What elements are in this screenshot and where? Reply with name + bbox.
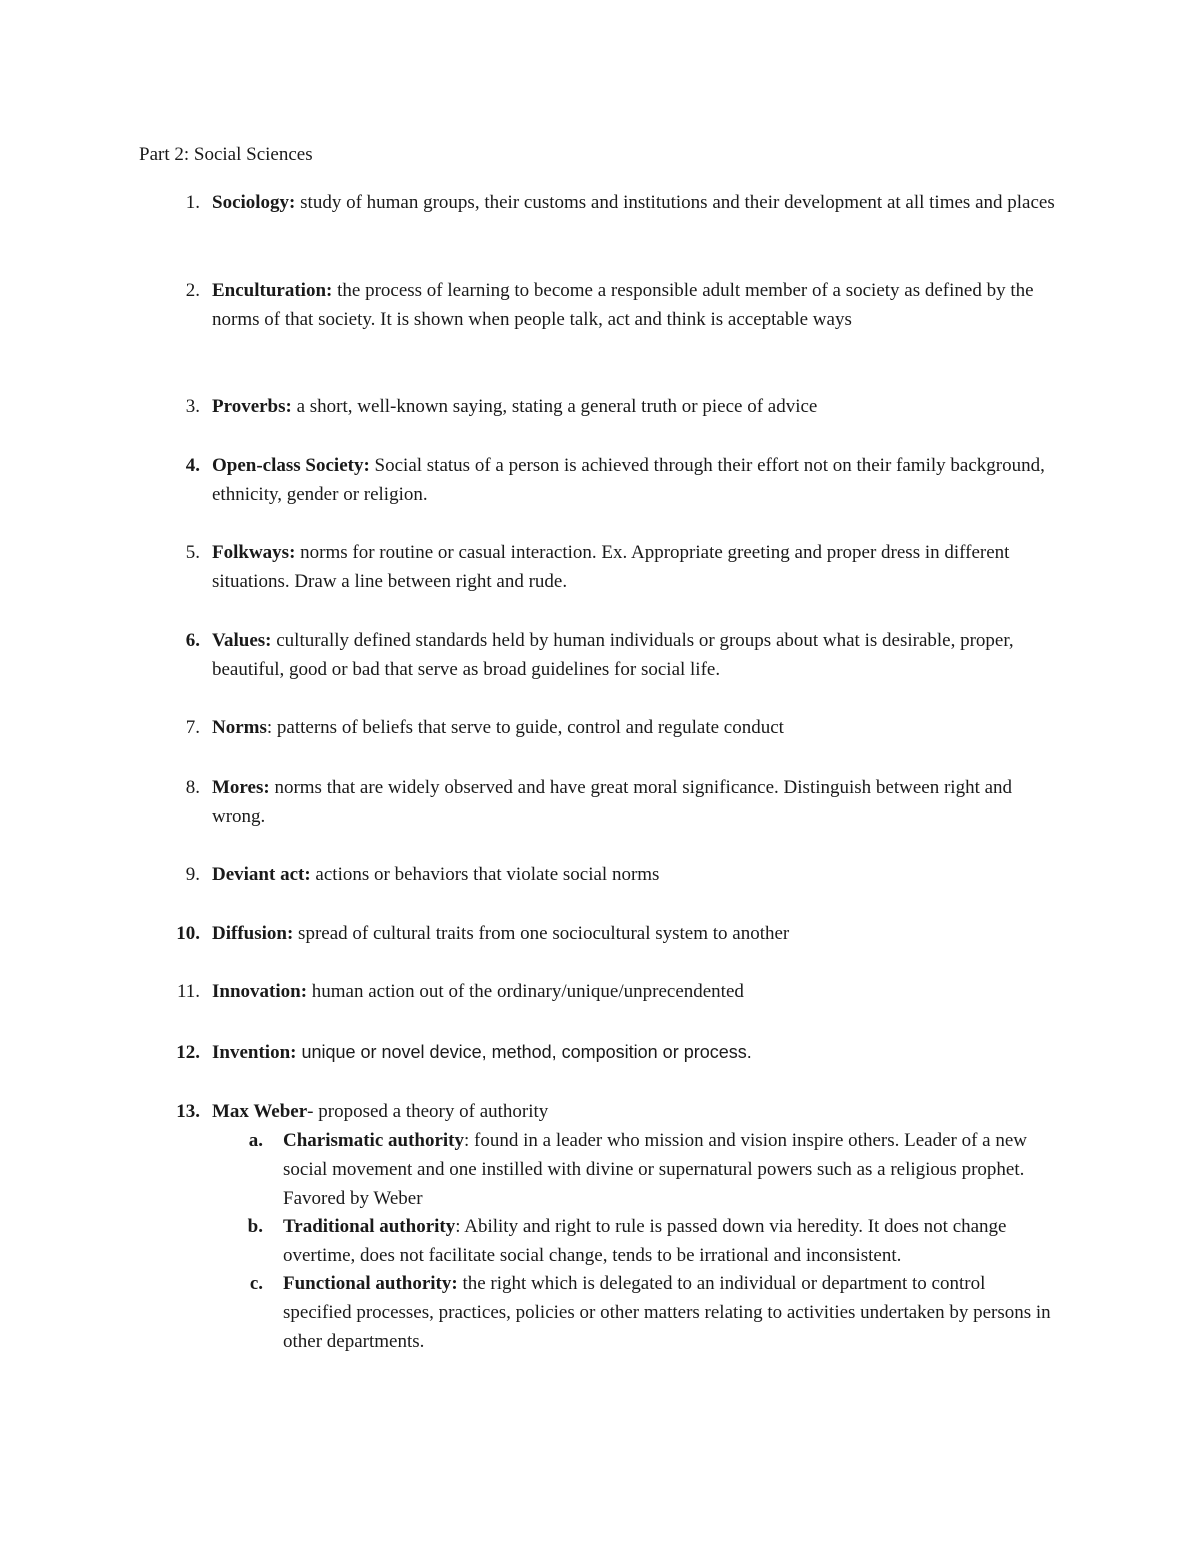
- sub-item-letter: a.: [248, 1130, 263, 1151]
- item-term: Enculturation:: [212, 280, 333, 301]
- item-term: Proverbs:: [212, 396, 292, 417]
- item-body: [212, 713, 1062, 742]
- item-term: Sociology:: [212, 192, 296, 213]
- item-definition: human action out of the ordinary/unique/unprecendented: [307, 981, 744, 1002]
- item-body: [212, 451, 1062, 509]
- sub-item-definition: the right which is delegated to an individual or department to control specified processes, practices, policies or other matters relating to activities undertaken by persons in other departments.: [283, 1273, 1051, 1352]
- item-body: [212, 977, 1062, 1006]
- item-term: Invention:: [212, 1042, 297, 1063]
- sub-item-term: Charismatic authority: [283, 1130, 465, 1151]
- sub-item-term: Traditional authority: [283, 1216, 456, 1237]
- item-definition: spread of cultural traits from one sociocultural system to another: [293, 923, 790, 944]
- item-number: 11.: [176, 981, 200, 1002]
- item-body: [212, 188, 1062, 217]
- item-number: 4.: [185, 455, 200, 476]
- sub-item-body: [283, 1212, 1058, 1270]
- item-definition: the process of learning to become a responsible adult member of a society as defined by the norms of that society. It is shown when people talk, act and think is acceptable ways: [212, 280, 1034, 330]
- item-term: Values:: [212, 630, 272, 651]
- item-number: 5.: [185, 542, 200, 563]
- page-heading: Part 2: Social Sciences: [139, 144, 313, 165]
- item-definition: norms that are widely observed and have great moral significance. Distinguish between right and wrong.: [212, 777, 1013, 827]
- item-definition: actions or behaviors that violate social norms: [310, 864, 660, 885]
- item-number: 9.: [185, 864, 200, 885]
- item-term: Max Weber: [212, 1101, 308, 1122]
- item-number: 6.: [185, 630, 200, 651]
- item-body: [212, 538, 1062, 596]
- item-body: [212, 276, 1062, 334]
- item-body: [212, 1038, 1062, 1067]
- item-body: [212, 773, 1062, 831]
- item-term: Open-class Society:: [212, 455, 370, 476]
- item-number: 8.: [185, 777, 200, 798]
- item-term: Norms: [212, 717, 267, 738]
- item-definition: norms for routine or casual interaction. Ex. Appropriate greeting and proper dress in different situations. Draw a line between right and rude.: [212, 542, 1010, 592]
- sub-item-body: [283, 1269, 1058, 1356]
- item-number: 3.: [185, 396, 200, 417]
- item-number: 2.: [185, 280, 200, 301]
- item-body: [212, 1097, 1062, 1126]
- sub-item-definition: : Ability and right to rule is passed down via heredity. It does not change overtime, does not facilitate social change, tends to be irrational and inconsistent.: [283, 1216, 1007, 1266]
- item-body: [212, 919, 1062, 948]
- item-definition: - proposed a theory of authority: [307, 1101, 549, 1122]
- item-definition: study of human groups, their customs and institutions and their development at all times and places: [295, 192, 1055, 213]
- item-definition: culturally defined standards held by human individuals or groups about what is desirable, proper, beautiful, good or bad that serve as broad guidelines for social life.: [212, 630, 1014, 680]
- sub-item-letter: c.: [249, 1273, 263, 1294]
- item-number: 12.: [176, 1042, 200, 1063]
- item-term: Mores:: [212, 777, 270, 798]
- item-definition: Social status of a person is achieved through their effort not on their family background, ethnicity, gender or religion.: [212, 455, 1045, 505]
- sub-item-letter: b.: [247, 1216, 263, 1237]
- item-number: 7.: [185, 717, 200, 738]
- item-body: [212, 860, 1062, 889]
- item-body: [212, 392, 1062, 421]
- item-number: 13.: [176, 1101, 200, 1122]
- item-number: 10.: [176, 923, 200, 944]
- item-term: Innovation:: [212, 981, 308, 1002]
- item-body: [212, 626, 1062, 684]
- item-definition: : patterns of beliefs that serve to guide, control and regulate conduct: [266, 717, 784, 738]
- item-term: Diffusion:: [212, 923, 294, 944]
- item-term: Folkways:: [212, 542, 296, 563]
- sub-item-term: Functional authority:: [283, 1273, 458, 1294]
- item-number: 1.: [185, 192, 200, 213]
- item-definition: unique or novel device, method, composition or process.: [296, 1042, 752, 1062]
- item-definition: a short, well-known saying, stating a general truth or piece of advice: [291, 396, 818, 417]
- sub-item-body: [283, 1126, 1058, 1213]
- sub-item-definition: : found in a leader who mission and vision inspire others. Leader of a new social movement and one instilled with divine or supernatural powers such as a religious prophet. Favored by Weber: [283, 1130, 1028, 1209]
- item-term: Deviant act:: [212, 864, 311, 885]
